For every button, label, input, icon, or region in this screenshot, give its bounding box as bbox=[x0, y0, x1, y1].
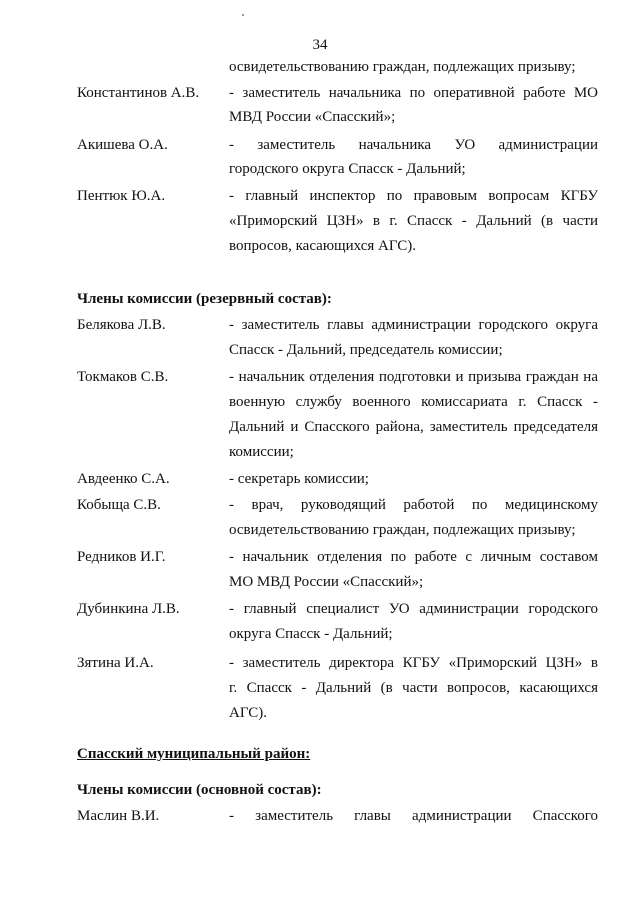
member-description-line: «Приморский ЦЗН» в г. Спасск - Дальний (в части bbox=[229, 213, 598, 229]
member-description-line: комиссии; bbox=[229, 444, 294, 460]
member-description-line: - главный инспектор по правовым вопросам КГБУ bbox=[229, 188, 598, 204]
member-description-line: АГС). bbox=[229, 705, 268, 721]
member-description-line: освидетельствованию граждан, подлежащих призыву; bbox=[229, 522, 576, 538]
member-description-line: - врач, руководящий работой по медицинскому bbox=[229, 497, 598, 513]
member-name: Редников И.Г. bbox=[77, 549, 166, 565]
reserve-heading: Члены комиссии (резервный состав): bbox=[77, 291, 332, 307]
member-description-line: вопросов, касающихся АГС). bbox=[229, 238, 417, 254]
member-description-line: Спасск - Дальний, председатель комиссии; bbox=[229, 342, 503, 358]
member-name: Константинов А.В. bbox=[77, 85, 200, 101]
member-name: Маслин В.И. bbox=[77, 808, 160, 824]
member-description-line: - заместитель начальника УО администрации bbox=[229, 137, 598, 153]
member-description-line: городского округа Спасск - Дальний; bbox=[229, 161, 466, 177]
page-number: 34 bbox=[312, 37, 328, 53]
member-name: Пентюк Ю.А. bbox=[77, 188, 166, 204]
member-description-line: - начальник отделения по работе с личным составом bbox=[229, 549, 598, 565]
member-description-line: - заместитель начальника по оперативной работе МО bbox=[229, 85, 598, 101]
member-description-line: военную службу военного комиссариата г. Спасск - bbox=[229, 394, 598, 410]
member-description-line: г. Спасск - Дальний (в части вопросов, касающихся bbox=[229, 680, 598, 696]
primary-heading: Члены комиссии (основной состав): bbox=[77, 782, 322, 798]
member-name: Акишева О.А. bbox=[77, 137, 168, 153]
scan-speck bbox=[242, 14, 244, 16]
member-description-line: МВД России «Спасский»; bbox=[229, 109, 396, 125]
member-description-line: - главный специалист УО администрации городского bbox=[229, 601, 598, 617]
member-description-line: округа Спасск - Дальний; bbox=[229, 626, 393, 642]
member-description-line: - заместитель директора КГБУ «Приморский ЦЗН» в bbox=[229, 655, 598, 671]
member-description-line: - секретарь комиссии; bbox=[229, 471, 369, 487]
member-name: Белякова Л.В. bbox=[77, 317, 166, 333]
member-name: Авдеенко С.А. bbox=[77, 471, 170, 487]
member-description-line: - заместитель главы администрации городского округа bbox=[229, 317, 598, 333]
member-name: Токмаков С.В. bbox=[77, 369, 169, 385]
continued-text: освидетельствованию граждан, подлежащих призыву; bbox=[229, 59, 576, 75]
member-description-line: - заместитель главы администрации Спасского bbox=[229, 808, 598, 824]
member-name: Зятина И.А. bbox=[77, 655, 154, 671]
member-name: Дубинкина Л.В. bbox=[77, 601, 180, 617]
member-description-line: - начальник отделения подготовки и призыва граждан на bbox=[229, 369, 598, 385]
member-description-line: МО МВД России «Спасский»; bbox=[229, 574, 424, 590]
district-heading: Спасский муниципальный район: bbox=[77, 746, 311, 762]
member-description-line: Дальний и Спасского района, заместитель председателя bbox=[229, 419, 598, 435]
member-name: Кобыща С.В. bbox=[77, 497, 161, 513]
